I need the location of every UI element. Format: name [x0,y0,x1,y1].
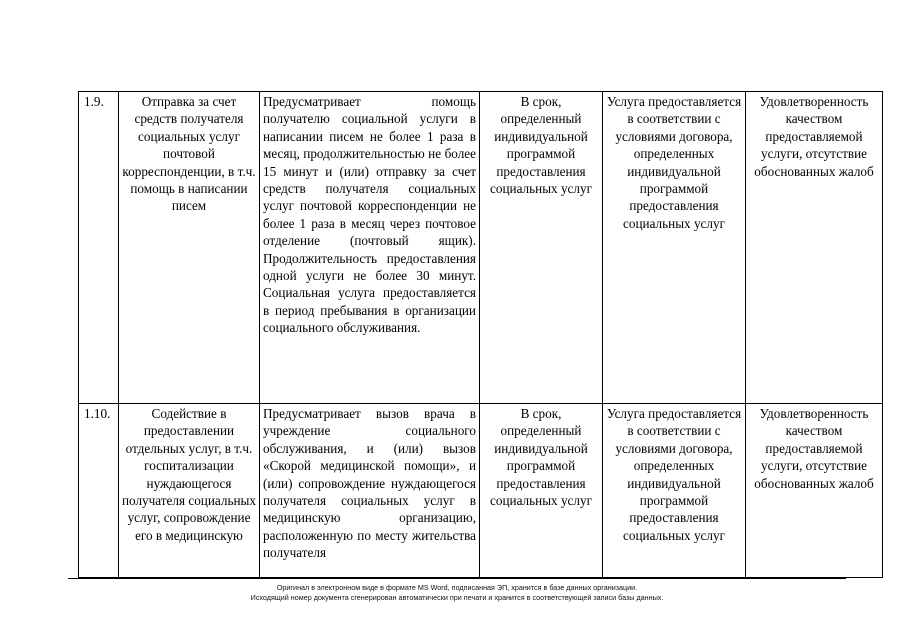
footer-note-original: Оригинал в электронном виде в формате MS Word, подписанная ЭП, хранится в базе данных организации. [276,583,638,592]
service-result: Удовлетворенность качеством предоставляемой услуги, отсутствие обоснованных жалоб [746,92,883,404]
service-description: Предусматривает помощь получателю социальной услуги в написании писем не более 1 раза в месяц, продолжительностью не более 15 минут и (или) отправку за счет средств получателя социальных услуг почтовой корреспонденции не более 1 раза в месяц через почтовое отделение (почтовый ящик). Продолжительность предоставления одной услуги не более 30 минут. Социальная услуга предоставляется в период пребывания в организации социального обслуживания. [260,92,480,404]
footer-note-number: Исходящий номер документа сгенерирован автоматически при печати и хранится в соответствующей записи базы данных. [250,593,664,602]
table-row [79,404,883,578]
service-number: 1.9. [79,92,119,404]
footer-divider [68,578,846,579]
table-row [79,92,883,404]
service-term: В срок, определенный индивидуальной программой предоставления социальных услуг [480,92,603,404]
service-term: В срок, определенный индивидуальной программой предоставления социальных услуг [480,404,603,578]
service-result: Удовлетворенность качеством предоставляемой услуги, отсутствие обоснованных жалоб [746,404,883,578]
service-name: Содействие в предоставлении отдельных услуг, в т.ч. госпитализации нуждающегося получателя социальных услуг, сопровождение его в медицинскую [119,404,260,578]
service-conditions: Услуга предоставляется в соответствии с условиями договора, определенных индивидуальной программой предоставления социальных услуг [603,92,746,404]
service-number: 1.10. [79,404,119,578]
service-name: Отправка за счет средств получателя социальных услуг почтовой корреспонденции, в т.ч. помощь в написании писем [119,92,260,404]
service-conditions: Услуга предоставляется в соответствии с условиями договора, определенных индивидуальной программой предоставления социальных услуг [603,404,746,578]
services-table [78,91,883,578]
service-description: Предусматривает вызов врача в учреждение социального обслуживания, и (или) вызов «Скорой медицинской помощи», и (или) сопровождение нуждающегося получателя социальных услуг в медицинскую организацию, расположенную по месту жительства получателя [260,404,480,578]
